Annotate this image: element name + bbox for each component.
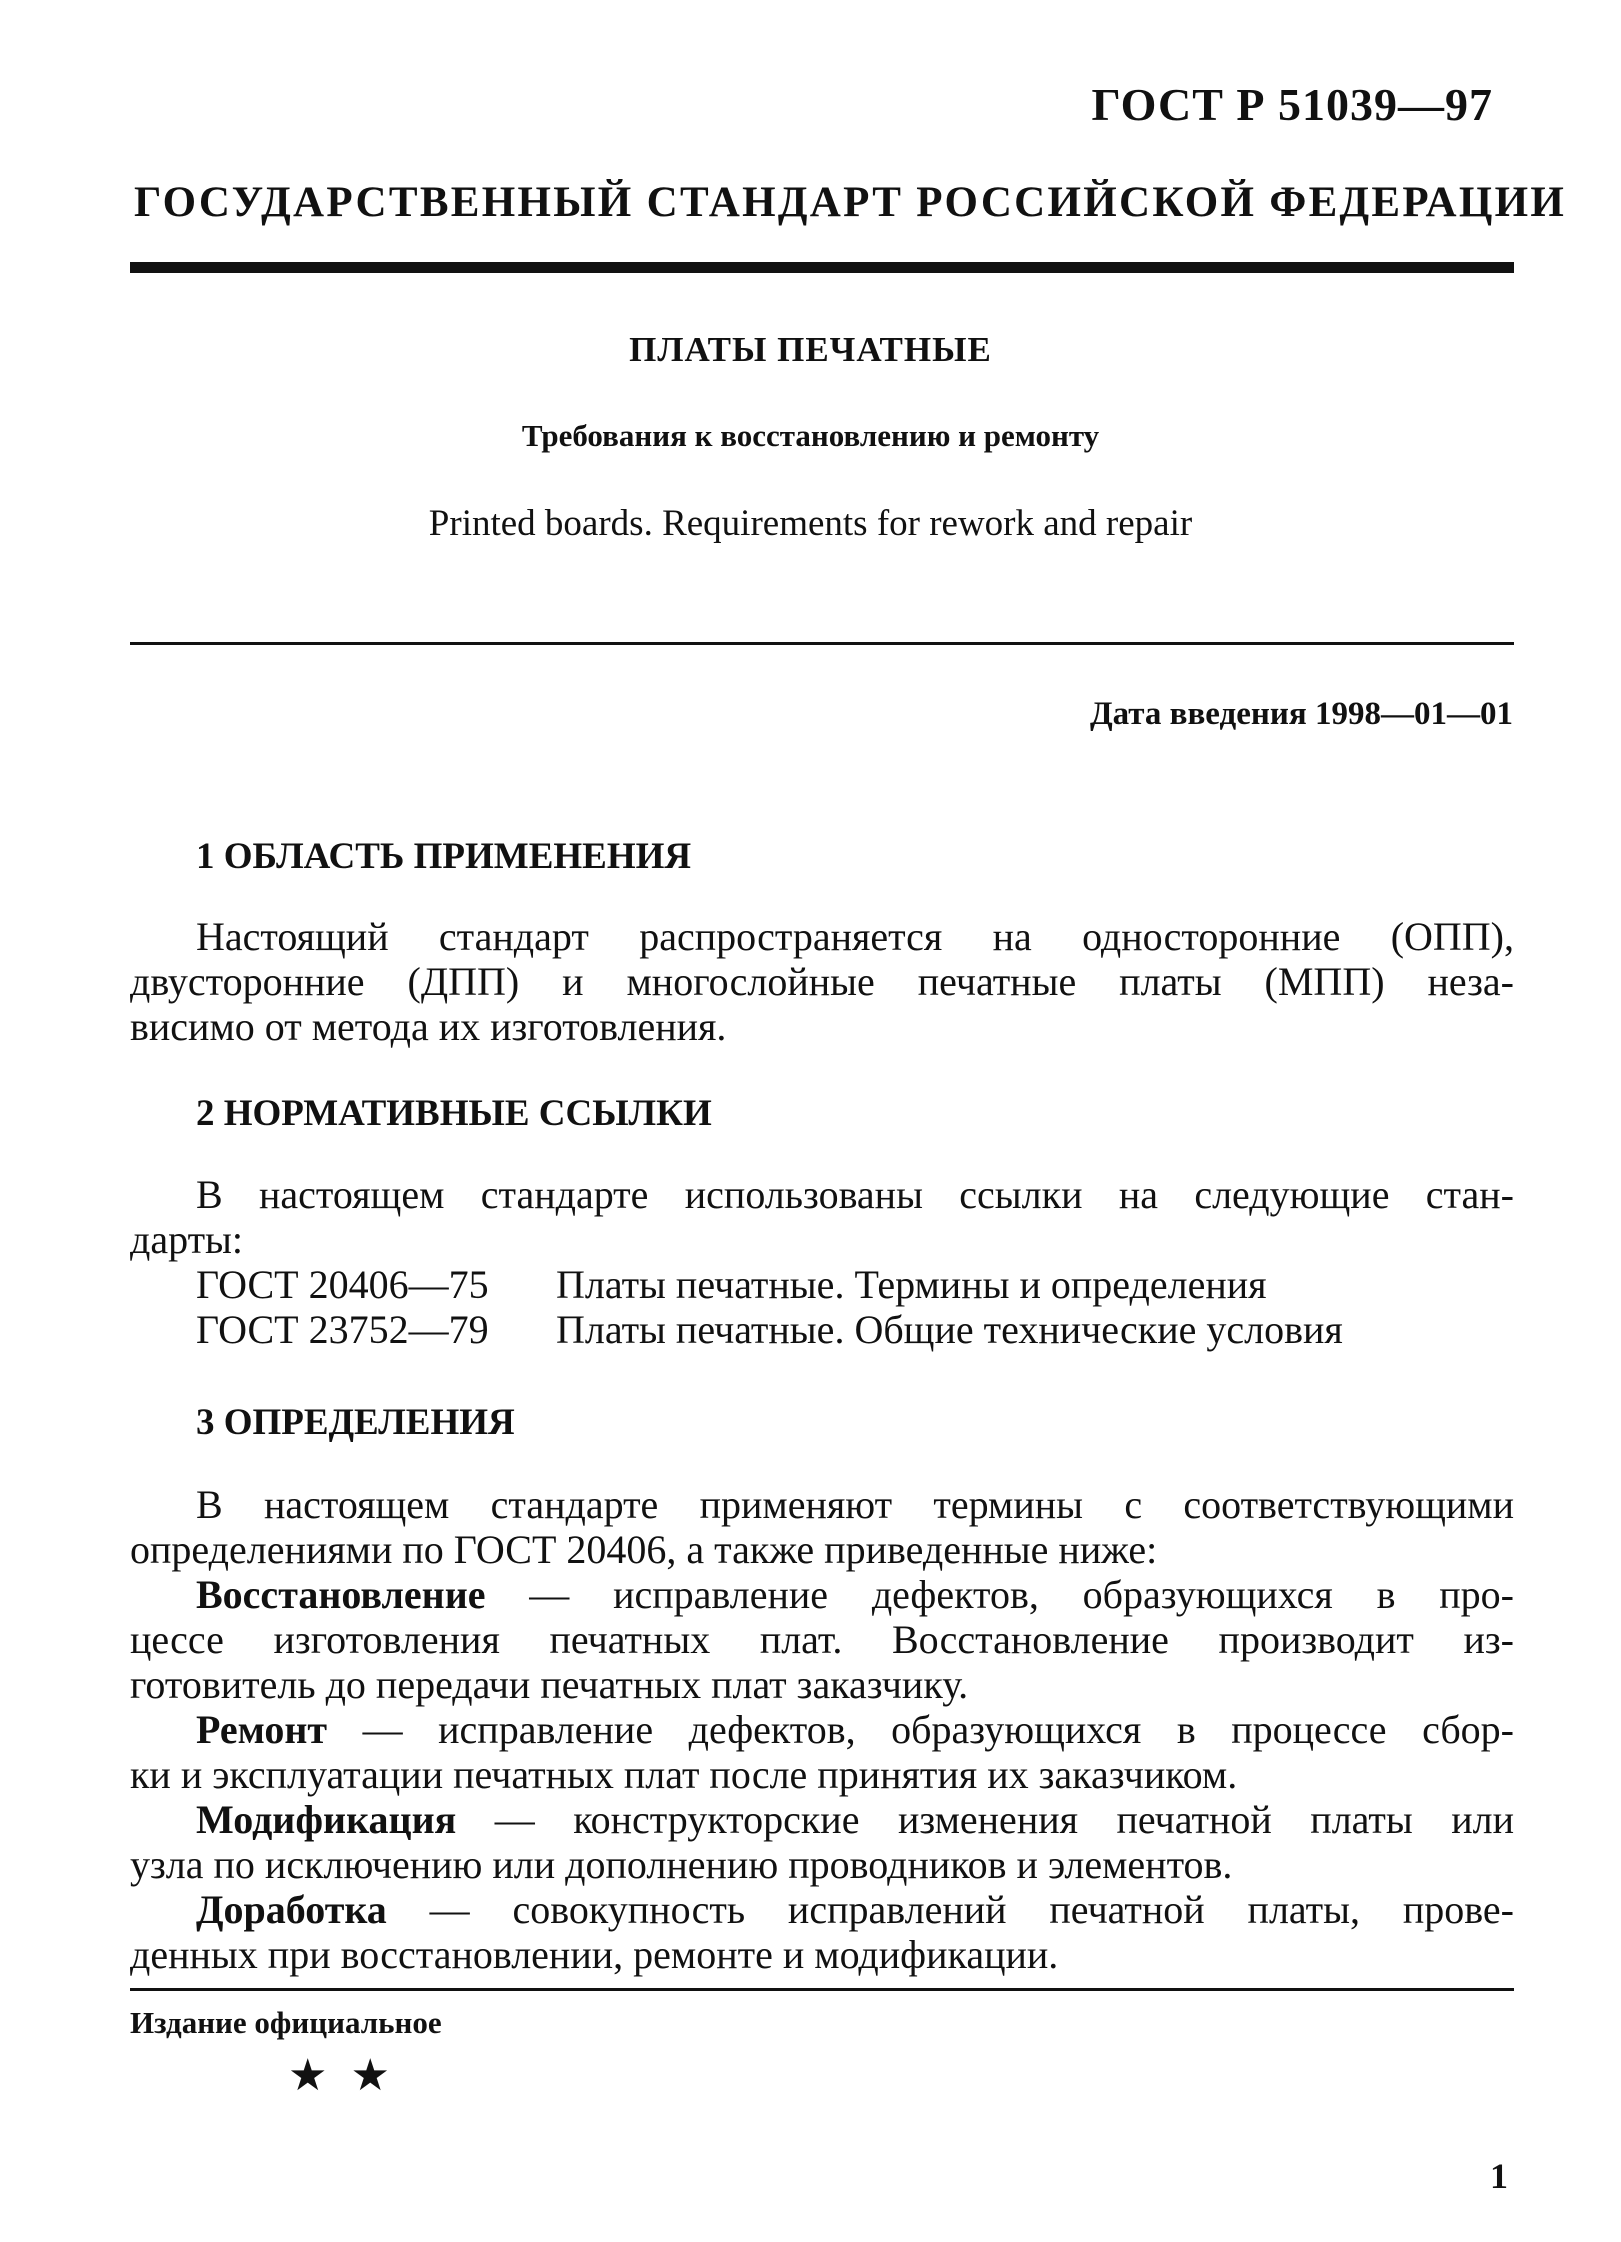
definition-first-line — [130, 1797, 1514, 1842]
document-title: ПЛАТЫ ПЕЧАТНЫЕ — [629, 330, 992, 369]
section-1-paragraph — [130, 914, 1514, 1049]
reference-title: Платы печатные. Термины и определения — [556, 1262, 1267, 1307]
paragraph-line: В настоящем стандарте использованы ссылки на следующие стан- — [196, 1172, 1514, 1217]
document-title-english: Printed boards. Requirements for rework and repair — [428, 503, 1193, 544]
section-1-heading: 1 ОБЛАСТЬ ПРИМЕНЕНИЯ — [196, 836, 692, 877]
paragraph-line: Настоящий стандарт распространяется на односторонние (ОПП), — [196, 914, 1514, 959]
introduction-date: Дата введения 1998—01—01 — [1089, 696, 1513, 732]
definition-line: денных при восстановлении, ремонте и модификации. — [130, 1932, 1059, 1977]
reference-title: Платы печатные. Общие технические условия — [556, 1307, 1343, 1352]
section-3-body — [130, 1482, 1514, 1977]
definition-text: — конструкторские изменения печатной платы или — [456, 1797, 1514, 1842]
reference-item — [196, 1262, 1267, 1307]
definition-line: готовитель до передачи печатных плат заказчику. — [130, 1662, 969, 1707]
paragraph-line: В настоящем стандарте применяют термины с соответствующими — [196, 1482, 1514, 1527]
definition-line: узла по исключению или дополнению проводников и элементов. — [130, 1842, 1233, 1887]
paragraph-line: двусторонние (ДПП) и многослойные печатные платы (МПП) неза- — [130, 959, 1514, 1004]
reference-code: ГОСТ 23752—79 — [196, 1307, 489, 1352]
title-rule — [130, 642, 1514, 645]
definition-term: Восстановление — [196, 1572, 486, 1617]
paragraph-line: дарты: — [130, 1217, 244, 1262]
footer-rule — [130, 1988, 1514, 1991]
definition-first-line — [130, 1572, 1514, 1617]
definition-first-line — [130, 1887, 1514, 1932]
definition-term: Ремонт — [196, 1707, 328, 1752]
definition-text: — совокупность исправлений печатной платы, прове- — [386, 1887, 1514, 1932]
definition-text: — исправление дефектов, образующихся в процессе сбор- — [327, 1707, 1514, 1752]
section-3-heading: 3 ОПРЕДЕЛЕНИЯ — [196, 1402, 515, 1443]
header-rule — [130, 262, 1514, 273]
definition-line: ки и эксплуатации печатных плат после принятия их заказчиком. — [130, 1752, 1238, 1797]
definition-term: Модификация — [196, 1797, 457, 1842]
definition-term: Доработка — [196, 1887, 387, 1932]
reference-code: ГОСТ 20406—75 — [196, 1262, 489, 1307]
document-code: ГОСТ Р 51039—97 — [1091, 79, 1493, 130]
stars-mark: ★ ★ — [288, 2051, 396, 2100]
section-2-heading: 2 НОРМАТИВНЫЕ ССЫЛКИ — [196, 1093, 712, 1134]
definition-text: — исправление дефектов, образующихся в про- — [485, 1572, 1514, 1617]
edition-label: Издание официальное — [130, 2005, 442, 2040]
definition-first-line — [130, 1707, 1514, 1752]
paragraph-line: висимо от метода их изготовления. — [130, 1004, 727, 1049]
paragraph-line: определениями по ГОСТ 20406, а также приведенные ниже: — [130, 1527, 1158, 1572]
page-number: 1 — [1490, 2156, 1508, 2196]
reference-item — [196, 1307, 1343, 1352]
section-2-paragraph — [130, 1172, 1514, 1262]
state-standard-heading: ГОСУДАРСТВЕННЫЙ СТАНДАРТ РОССИЙСКОЙ ФЕДЕРАЦИИ — [134, 179, 1567, 226]
definition-line: цессе изготовления печатных плат. Восстановление производит из- — [130, 1617, 1514, 1662]
document-subtitle: Требования к восстановлению и ремонту — [521, 418, 1100, 453]
